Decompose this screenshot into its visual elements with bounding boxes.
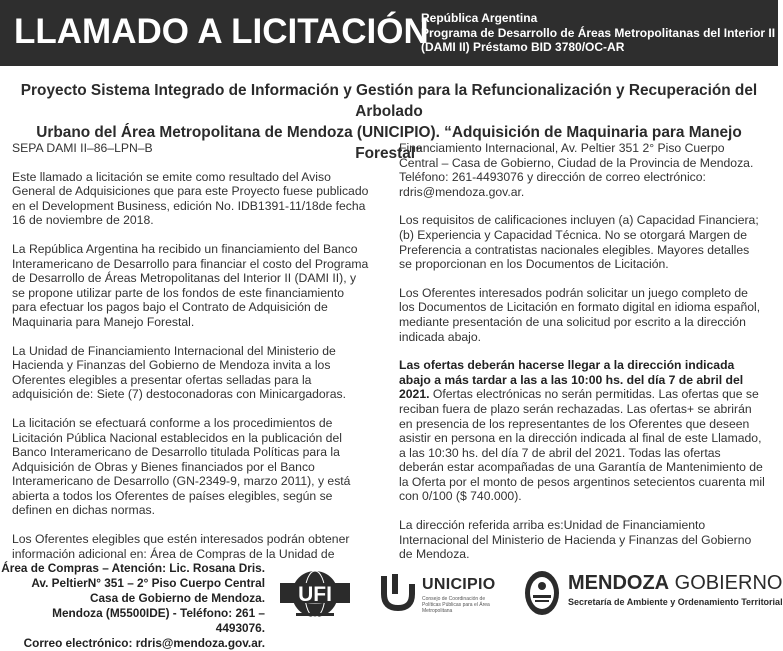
footer-contact: [0, 561, 265, 651]
contact-line: Correo electrónico: rdris@mendoza.gov.ar.: [23, 636, 265, 650]
unicipio-u-icon: [378, 572, 418, 612]
ufi-wordmark: UFI: [298, 583, 332, 606]
right-column: [399, 141, 765, 576]
paragraph-ofertas: [399, 358, 765, 504]
paragraph-procedimiento: La licitación se efectuará conforme a los procedimientos de Licitación Pública Nacional establecidos en la publicación del Banco Interamericano de Desarrollo titulada Políticas para la Adquisición de Obras y Bienes financiados por el Banco Interamericano de Desarrollo (GN-2349-9, marzo 2011), y está abierta a todos los Oferentes de países elegibles, según se definen en dichas normas.: [12, 415, 351, 518]
left-column: [12, 141, 370, 575]
header-banner: [0, 0, 778, 66]
org-line-loan: (DAMI II) Préstamo BID 3780/OC-AR: [421, 40, 625, 54]
org-line-program: Programa de Desarrollo de Áreas Metropolitanas del Interior II: [421, 25, 776, 40]
org-line-country: República Argentina: [421, 11, 538, 25]
ufi-logo: [276, 569, 354, 623]
paragraph-direccion: La dirección referida arriba es:Unidad de Financiamiento Internacional del Ministerio de Hacienda y Finanzas del Gobierno de Mendoza.: [399, 518, 752, 562]
paragraph-invitacion: La Unidad de Financiamiento Internacional del Ministerio de Hacienda y Finanzas del Gobierno de Mendoza invita a los Oferentes elegibles a presentar ofertas selladas para la adquisición de: Siete (7) destoconadoras con Minicargadoras.: [12, 343, 346, 402]
reference-code: SEPA DAMI II–86–LPN–B: [12, 141, 153, 155]
contact-line: Av. PeltierN° 351 – 2° Piso Cuerpo Central: [31, 576, 265, 590]
paragraph-documentos: Los Oferentes interesados podrán solicitar un juego completo de los Documentos de Licitación en formato digital en idioma español, mediante presentación de una solicitud por escrito a la dirección indicada abajo.: [399, 285, 761, 344]
unicipio-logo: [378, 572, 498, 612]
page-title: LLAMADO A LICITACIÓN: [14, 12, 429, 51]
mendoza-wordmark-bold: MENDOZA: [568, 572, 670, 594]
unicipio-wordmark: UNICIPIO: [422, 576, 496, 593]
ofertas-details: Ofertas electrónicas no serán permitidas. Las ofertas que se reciban fuera de plazo serán rechazadas. Las ofertas+ se abrirán en presencia de los representantes de los Oferentes que deseen asistir en persona en la dirección indicada al final de este Llamado, a las 10:30 hs. del día 7 de abril del 2021. Todas las ofertas deberán estar acompañadas de una Garantía de Mantenimiento de la Oferta por el monto de pesos argentinos setecientos cuarenta mil con 0/100 ($ 740.000).: [399, 387, 765, 504]
deadline-text: Las ofertas deberán hacerse llegar a la dirección indicada abajo a más tardar a las a las 10:00 hs. del día 7 de abril del 2021.: [399, 358, 744, 402]
mendoza-wordmark-light: GOBIERNO: [669, 572, 783, 594]
mendoza-wordmark: [568, 572, 782, 595]
unicipio-tagline: Consejo de Coordinación de Políticas Públicas para el Área Metropolitana: [422, 596, 490, 614]
mendoza-logo: [520, 566, 783, 622]
mendoza-shield-icon: [522, 566, 562, 618]
contact-line: Casa de Gobierno de Mendoza.: [89, 591, 265, 605]
paragraph-requisitos: Los requisitos de calificaciones incluyen (a) Capacidad Financiera; (b) Experiencia y Capacidad Técnica. No se otorgará Margen de Preferencia a contratistas nacionales elegibles. Mayores detalles se proporcionan en los Documentos de Licitación.: [399, 213, 759, 272]
paragraph-aviso: Este llamado a licitación se emite como resultado del Aviso General de Adquisiciones que para este Proyecto fuese publicado en el Development Business, edición No. IDB1391-11/18de fecha 16 de noviembre de 2018.: [12, 169, 369, 228]
mendoza-tagline: Secretaría de Ambiente y Ordenamiento Territorial: [568, 597, 783, 607]
contact-line: Mendoza (M5500IDE) - Teléfono: 261 – 4493076.: [52, 606, 265, 635]
paragraph-informacion: Los Oferentes elegibles que estén interesados podrán obtener información adicional en: Área de Compras de la Unidad de: [12, 532, 350, 561]
ufi-globe-icon: [276, 569, 354, 623]
paragraph-contacto: Financiamiento Internacional, Av. Peltier 351 2° Piso Cuerpo Central – Casa de Gobierno, Ciudad de la Provincia de Mendoza. Teléfono: 261-4493076 y dirección de correo electrónico: rdris@mendoza.gov.ar.: [399, 141, 754, 199]
contact-line: Área de Compras – Atención: Lic. Rosana Dris.: [1, 561, 265, 575]
org-info: [421, 11, 775, 55]
paragraph-financiamiento: La República Argentina ha recibido un financiamiento del Banco Interamericano de Desarrollo para financiar el costo del Programa de Desarrollo de Áreas Metropolitanas del Interior II (DAMI II), y se propone utilizar parte de los fondos de este financiamiento para efectuar los pagos bajo el Contrato de Adquisición de Maquinaria para Manejo Forestal.: [12, 241, 369, 329]
subtitle-line-2: Urbano del Área Metropolitana de Mendoza (UNICIPIO). “Adquisición de Maquinaria para Manejo Forestal”: [36, 124, 742, 162]
subtitle-line-1: Proyecto Sistema Integrado de Información y Gestión para la Refuncionalización y Recuperación del Arbolado: [20, 82, 758, 120]
